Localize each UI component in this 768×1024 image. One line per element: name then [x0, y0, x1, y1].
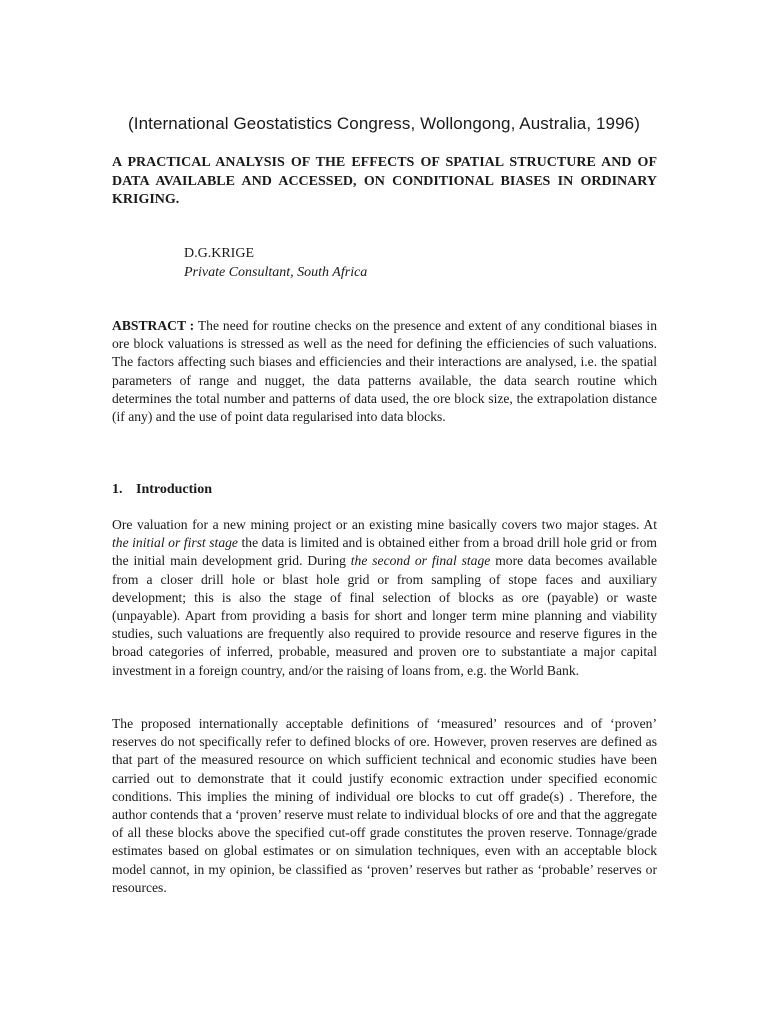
abstract-text: The need for routine checks on the presence and extent of any conditional biases in ore block valuations is stressed as well as the need for defining the efficiencies of such valuations. The factors affecting such biases and efficiencies and their interactions are analysed, i.e. the spatial parameters of range and nugget, the data patterns available, the data search routine which determines the total number and patterns of data used, the ore block size, the extrapolation distance (if any) and the use of point data regularised into data blocks.	[112, 318, 658, 425]
intro-p1-text-2: the data is limited and is obtained either from a broad drill hole grid or from the initial main development grid. During	[112, 535, 658, 569]
intro-p1-emphasis-2: the second or final stage	[350, 553, 491, 569]
congress-header: (International Geostatistics Congress, Wollongong, Australia, 1996)	[128, 114, 640, 133]
paper-title: A PRACTICAL ANALYSIS OF THE EFFECTS OF SPATIAL STRUCTURE AND OF DATA AVAILABLE AND ACCESSED, ON CONDITIONAL BIASES IN ORDINARY KRIGING.	[112, 155, 657, 207]
intro-p1-emphasis-1: the initial or first stage	[112, 535, 238, 551]
intro-p1-text-3: more data becomes available from a closer drill hole or blast hole grid or from sampling of stope faces and auxiliary development; this is also the stage of final selection of blocks as ore (payable) or waste (unpayable). Apart from providing a basis for short and longer term mine planning and viability studies, such valuations are frequently also required to provide resource and reserve figures in the broad categories of inferred, probable, measured and proven ore to substantiate a major capital investment in a foreign country, and/or the raising of loans from, e.g. the World Bank.	[112, 553, 658, 678]
author-name: D.G.KRIGE	[184, 246, 254, 261]
abstract-paragraph	[112, 317, 657, 426]
abstract-label: ABSTRACT :	[112, 318, 195, 333]
author-affiliation: Private Consultant, South Africa	[184, 264, 368, 280]
intro-paragraph-2: The proposed internationally acceptable definitions of ‘measured’ resources and of ‘proven’ reserves do not specifically refer to defined blocks of ore. However, proven reserves are defined as that part of the measured resource on which sufficient technical and economic studies have been carried out to demonstrate that it could justify economic extraction under specified economic conditions. This implies the mining of individual ore blocks to cut off grade(s) . Therefore, the author contends that a ‘proven’ reserve must relate to individual blocks of ore and that the aggregate of all these blocks above the specified cut-off grade constitutes the proven reserve. Tonnage/grade estimates based on global estimates or on simulation techniques, even with an acceptable block model cannot, in my opinion, be classified as ‘proven’ reserves but rather as ‘probable’ reserves or resources.	[112, 716, 657, 895]
intro-p1-text-1: Ore valuation for a new mining project or an existing mine basically covers two major stages. At	[112, 517, 657, 532]
section-heading-introduction	[112, 481, 212, 499]
section-title: Introduction	[136, 482, 212, 497]
section-number: 1.	[112, 482, 123, 497]
author-block	[184, 245, 367, 282]
intro-paragraph-1	[112, 516, 657, 680]
